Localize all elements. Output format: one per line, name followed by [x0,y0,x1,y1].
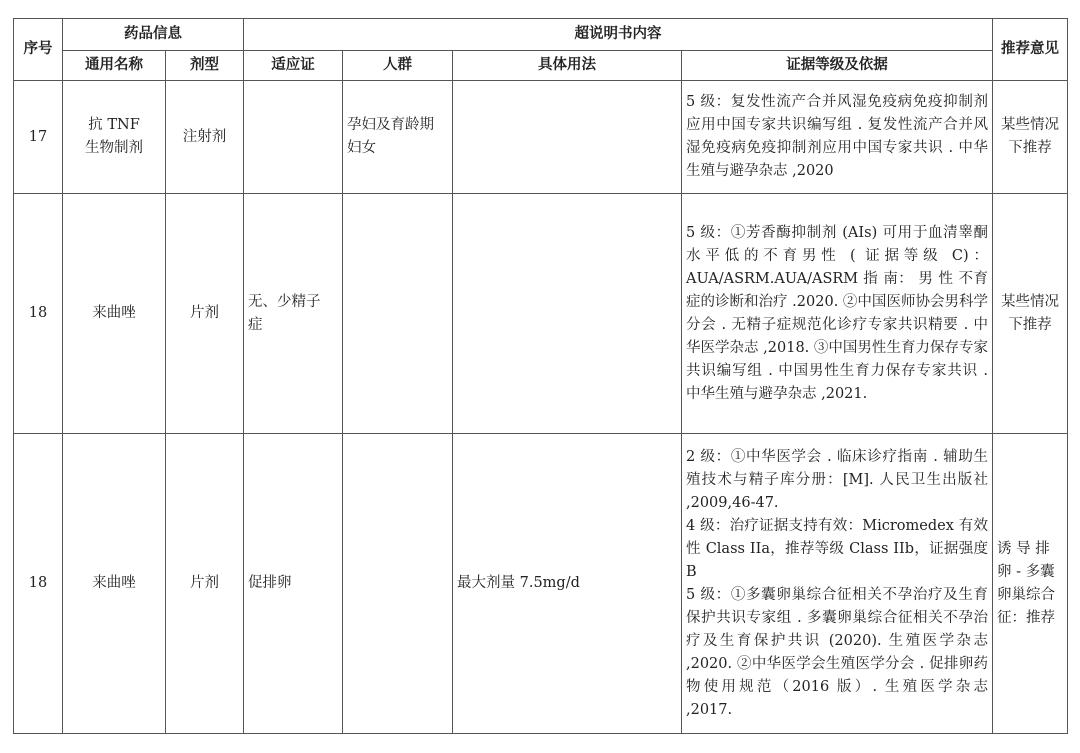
cell-recommendation: 诱 导 排 卵 - 多囊 卵巢综合 征：推荐 [993,434,1068,734]
cell-indication [244,81,343,194]
header-generic-name: 通用名称 [63,51,166,81]
cell-evidence: 5 级：①芳香酶抑制剂 (AIs) 可用于血清睾酮水平低的不育男性 ( 证据等级 C)：AUA/ASRM.AUA/ASRM 指 南： 男 性 不育症的诊断和治疗 .2020. ②中国医师协会男科学分会 . 无精子症规范化诊疗专家共识精要 . 中华医学杂志 ,2018. ③中国男性生育力保存专家共识编写组 . 中国男性生育力保存专家共识 . 中华生殖与避孕杂志 ,2021. [682,194,993,434]
cell-population: 孕妇及育龄期 妇女 [343,81,453,194]
cell-usage [453,81,682,194]
cell-seq: 18 [14,194,63,434]
cell-usage [453,194,682,434]
header-population: 人群 [343,51,453,81]
cell-dosage-form: 注射剂 [166,81,244,194]
header-indication: 适应证 [244,51,343,81]
cell-generic-name: 来曲唑 [63,194,166,434]
cell-population [343,434,453,734]
off-label-drug-table [13,18,1068,734]
cell-seq: 17 [14,81,63,194]
cell-indication: 无、少精子 症 [244,194,343,434]
table-row [14,194,1068,434]
header-evidence: 证据等级及依据 [682,51,993,81]
table-row [14,81,1068,194]
header-drug-info: 药品信息 [63,19,244,51]
cell-evidence: 5 级：复发性流产合并风湿免疫病免疫抑制剂应用中国专家共识编写组 . 复发性流产合并风湿免疫病免疫抑制剂应用中国专家共识 . 中华生殖与避孕杂志 ,2020 [682,81,993,194]
cell-recommendation: 某些情况 下推荐 [993,194,1068,434]
table-row [14,434,1068,734]
document [13,18,1068,734]
cell-dosage-form: 片剂 [166,434,244,734]
header-dosage-form: 剂型 [166,51,244,81]
header-off-label-content: 超说明书内容 [244,19,993,51]
cell-recommendation: 某些情况 下推荐 [993,81,1068,194]
cell-indication: 促排卵 [244,434,343,734]
cell-seq: 18 [14,434,63,734]
cell-generic-name: 来曲唑 [63,434,166,734]
header-usage: 具体用法 [453,51,682,81]
cell-dosage-form: 片剂 [166,194,244,434]
header-recommendation: 推荐意见 [993,19,1068,81]
cell-generic-name: 抗 TNF 生物制剂 [63,81,166,194]
cell-evidence: 2 级：①中华医学会 . 临床诊疗指南 . 辅助生殖技术与精子库分册：[M]. 人民卫生出版社 ,2009,46-47. 4 级：治疗证据支持有效：Micromedex 有效性 Class IIa，推荐等级 Class IIb，证据强度 B 5 级：①多囊卵巢综合征相关不孕治疗及生育保护共识专家组 . 多囊卵巢综合征相关不孕治疗及生育保护共识 (2020). 生殖医学杂志 ,2020. ②中华医学会生殖医学分会 . 促排卵药物使用规范（2016 版）. 生殖医学杂志 ,2017. [682,434,993,734]
header-seq: 序号 [14,19,63,81]
cell-usage: 最大剂量 7.5mg/d [453,434,682,734]
cell-population [343,194,453,434]
